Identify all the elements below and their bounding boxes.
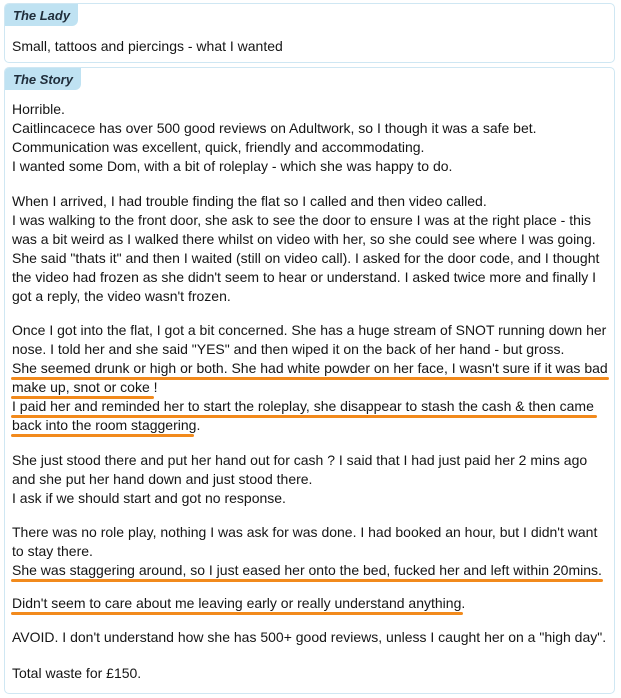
story-line-highlighted: Didn't seem to care about me leaving early or really understand anything.	[12, 595, 466, 611]
story-line: Once I got into the flat, I got a bit concerned. She has a huge stream of SNOT running down her	[12, 322, 607, 338]
story-line: AVOID. I don't understand how she has 500+ good reviews, unless I caught her on a "high day".	[12, 629, 607, 645]
lady-section	[4, 3, 615, 63]
story-line-highlighted: I paid her and reminded her to start the roleplay, she disappear to stash the cash & then came	[12, 398, 594, 414]
story-line: I wanted some Dom, with a bit of roleplay - which she was happy to do.	[12, 158, 453, 174]
story-section-title: The Story	[5, 68, 81, 90]
highlight-underline	[11, 434, 194, 437]
story-line: When I arrived, I had trouble finding the flat so I called and then video called.	[12, 193, 487, 209]
story-line: Caitlincacece has over 500 good reviews on Adultwork, so I though it was a safe bet.	[12, 120, 537, 136]
story-line-highlighted: She was staggering around, so I just eased her onto the bed, fucked her and left within 20mins.	[12, 562, 602, 578]
highlight-underline	[11, 579, 603, 582]
story-line: She said "thats it" and then I waited (still on video call). I asked for the door code, and I thought	[12, 250, 600, 266]
story-line: and she put her hand down and just stood there.	[12, 471, 313, 487]
story-line-highlighted: back into the room staggering.	[12, 417, 201, 433]
story-section	[4, 67, 615, 694]
story-line: to stay there.	[12, 543, 93, 559]
story-line: Horrible.	[12, 101, 65, 117]
highlight-underline	[11, 612, 463, 615]
story-line: Communication was excellent, quick, friendly and accommodating.	[12, 139, 425, 155]
story-line: I was walking to the front door, she ask to see the door to ensure I was at the right place - this	[12, 212, 591, 228]
story-line: Total waste for £150.	[12, 665, 142, 681]
story-line: was a bit weird as I walked there whilst on video with her, so she could see where I was going.	[12, 231, 596, 247]
story-line: nose. I told her and she said "YES" and then wiped it on the back of her hand - but gross.	[12, 341, 565, 357]
lady-description: Small, tattoos and piercings - what I wanted	[12, 38, 283, 54]
story-line: There was no role play, nothing I was ask for was done. I had booked an hour, but I didn't want	[12, 524, 598, 540]
story-line: got a reply, the video wasn't frozen.	[12, 288, 231, 304]
lady-section-title: The Lady	[5, 4, 78, 26]
story-line: I ask if we should start and got no response.	[12, 490, 286, 506]
story-line-highlighted: make up, snot or coke !	[12, 379, 158, 395]
story-line: the video had frozen as she didn't seem to hear or understand. I asked twice more and finally I	[12, 269, 597, 285]
story-line-highlighted: She seemed drunk or high or both. She had white powder on her face, I wasn't sure if it was bad	[12, 360, 608, 376]
story-line: She just stood there and put her hand out for cash ? I said that I had just paid her 2 mins ago	[12, 452, 588, 468]
